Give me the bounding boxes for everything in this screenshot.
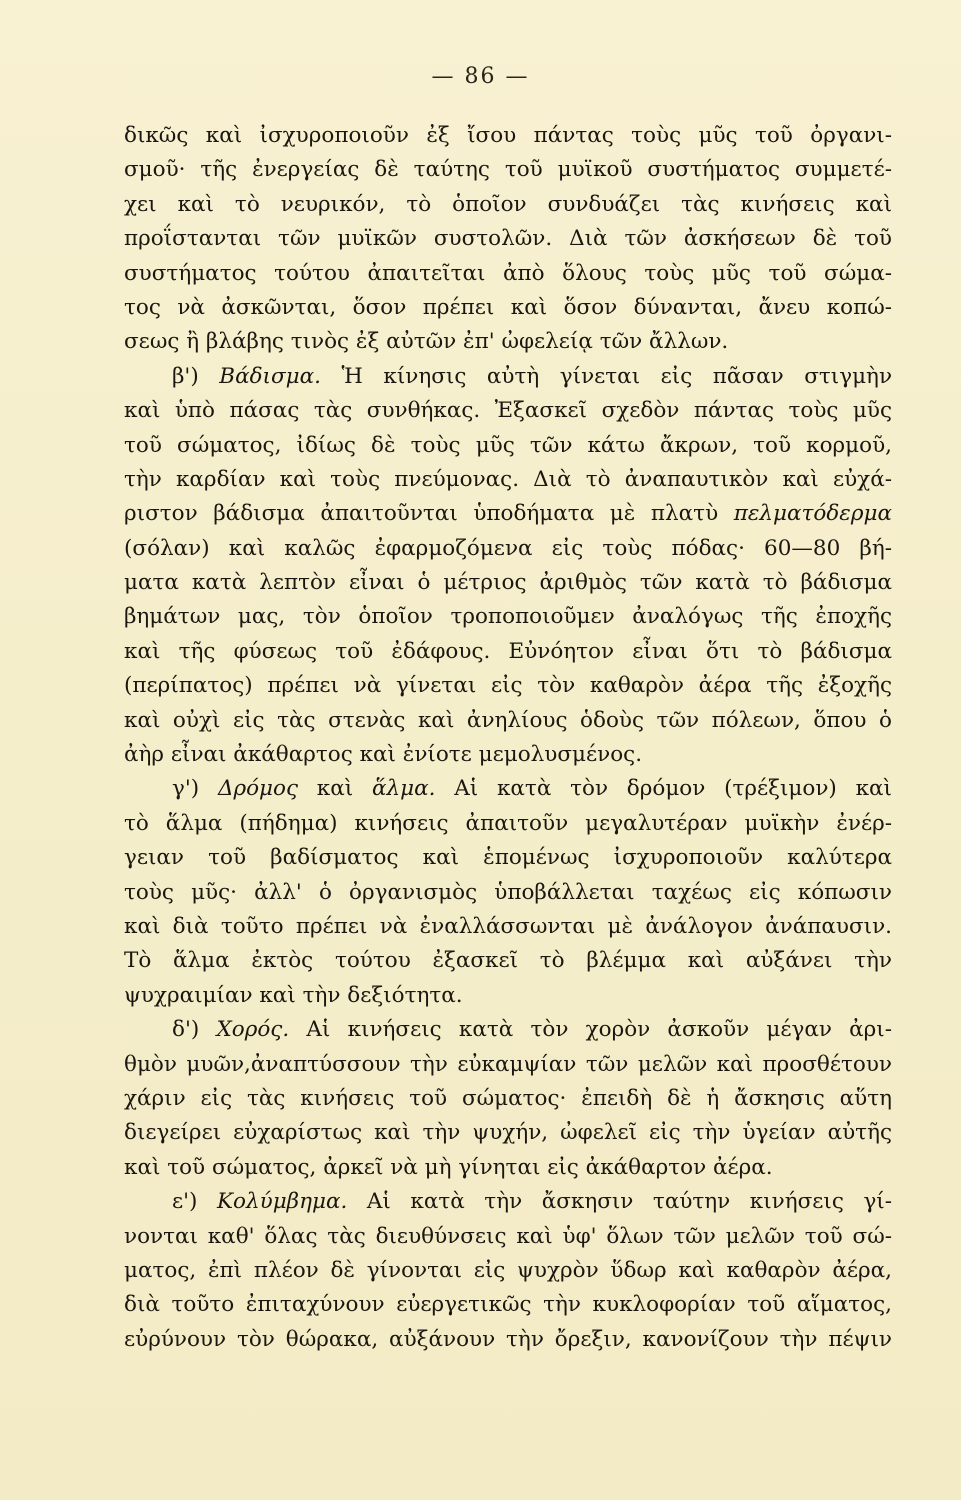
text-line: ψυχραιμίαν καὶ τὴν δεξιότητα.: [124, 982, 463, 1008]
text-line: Τὸ ἅλμα ἐκτὸς τούτου ἐξασκεῖ τὸ βλέμμα καὶ αὐξάνει τὴν: [124, 948, 892, 974]
section-text: Αἱ κατὰ τὴν ἄσκησιν ταύτην κινήσεις γί-: [366, 1189, 892, 1215]
text-line: γειαν τοῦ βαδίσματος καὶ ἑπομένως ἰσχυροποιοῦν καλύτερα: [124, 845, 892, 871]
section-heading: Δρόμος: [217, 776, 299, 802]
section-label: ε'): [172, 1189, 198, 1215]
section-text: Αἱ κινήσεις κατὰ τὸν χορὸν ἀσκοῦν μέγαν ἀρι-: [306, 1017, 892, 1043]
section-text: Ἡ κίνησις αὐτὴ γίνεται εἰς πᾶσαν στιγμὴν: [341, 363, 892, 389]
section-label: β'): [172, 363, 199, 389]
text-line: ἀὴρ εἶναι ἀκάθαρτος καὶ ἐνίοτε μεμολυσμένος.: [124, 742, 643, 768]
text-line: (περίπατος) πρέπει νὰ γίνεται εἰς τὸν καθαρὸν ἀέρα τῆς ἐξοχῆς: [124, 673, 892, 699]
text-line: τος νὰ ἀσκῶνται, ὅσον πρέπει καὶ ὅσον δύνανται, ἄνευ κοπώ-: [124, 294, 892, 320]
section-heading: Κολύμβημα.: [217, 1189, 348, 1215]
text-line: καὶ διὰ τοῦτο πρέπει νὰ ἐναλλάσσωνται μὲ ἀνάλογον ἀνάπαυσιν.: [124, 913, 892, 939]
text-line: τοῦ σώματος, ἰδίως δὲ τοὺς μῦς τῶν κάτω ἄκρων, τοῦ κορμοῦ,: [124, 432, 892, 458]
text-line: βημάτων μας, τὸν ὁποῖον τροποποιοῦμεν ἀναλόγως τῆς ἐποχῆς: [124, 604, 892, 630]
section-heading: Βάδισμα.: [219, 363, 321, 389]
italic-term: πελματόδερμα: [733, 501, 892, 527]
body-text: [124, 119, 892, 1357]
text-line: [124, 497, 892, 531]
text-line: δικῶς καὶ ἰσχυροποιοῦν ἐξ ἴσου πάντας τοὺς μῦς τοῦ ὀργανι-: [124, 123, 892, 148]
text-line: διὰ τοῦτο ἐπιταχύνουν εὐεργετικῶς τὴν κυκλοφορίαν τοῦ αἵματος,: [124, 1292, 892, 1318]
text-line: ματος, ἐπὶ πλέον δὲ γίνονται εἰς ψυχρὸν ὕδωρ καὶ καθαρὸν ἀέρα,: [124, 1257, 892, 1283]
text-line: τὸ ἅλμα (πήδημα) κινήσεις ἀπαιτοῦν μεγαλυτέραν μυϊκὴν ἐνέρ-: [124, 810, 892, 836]
text-line: τὴν καρδίαν καὶ τοὺς πνεύμονας. Διὰ τὸ ἀναπαυτικὸν καὶ εὐχά-: [124, 466, 892, 492]
section-gamma-first-line: [124, 772, 892, 806]
text-line: σμοῦ· τῆς ἐνεργείας δὲ ταύτης τοῦ μυϊκοῦ συστήματος συμμετέ-: [124, 157, 892, 183]
section-heading-2: ἅλμα.: [371, 776, 436, 802]
section-text: Αἱ κατὰ τὸν δρόμον (τρέξιμον) καὶ: [454, 776, 892, 802]
text-line: τοὺς μῦς· ἀλλ' ὁ ὀργανισμὸς ὑποβάλλεται ταχέως εἰς κόπωσιν: [124, 879, 892, 905]
text-line: θμὸν μυῶν,ἀναπτύσσουν τὴν εὐκαμψίαν τῶν μελῶν καὶ προσθέτουν: [124, 1051, 892, 1077]
text-segment: ριστον βάδισμα ἀπαιτοῦνται ὑποδήματα μὲ πλατὺ: [124, 501, 719, 527]
text-line: ματα κατὰ λεπτὸν εἶναι ὁ μέτριος ἀριθμὸς τῶν κατὰ τὸ βάδισμα: [124, 570, 892, 596]
text-line: συστήματος τούτου ἀπαιτεῖται ἀπὸ ὅλους τοὺς μῦς τοῦ σώμα-: [124, 260, 892, 286]
text-line: καὶ ὑπὸ πάσας τὰς συνθήκας. Ἐξασκεῖ σχεδὸν πάντας τοὺς μῦς: [124, 398, 892, 424]
text-line: καὶ τῆς φύσεως τοῦ ἐδάφους. Εὐνόητον εἶναι ὅτι τὸ βάδισμα: [124, 638, 892, 664]
section-epsilon-first-line: [124, 1185, 892, 1219]
text-line: χάριν εἰς τὰς κινήσεις τοῦ σώματος· ἐπειδὴ δὲ ἡ ἄσκησις αὕτη: [124, 1085, 892, 1111]
text-line: (σόλαν) καὶ καλῶς ἐφαρμοζόμενα εἰς τοὺς πόδας· 60—80 βή-: [124, 535, 892, 561]
text-line: νονται καθ' ὅλας τὰς διευθύνσεις καὶ ὑφ' ὅλων τῶν μελῶν τοῦ σώ-: [124, 1223, 892, 1249]
page-number: — 86 —: [431, 64, 530, 89]
text-line: σεως ἢ βλάβης τινὸς ἐξ αὐτῶν ἐπ' ὠφελείᾳ τῶν ἄλλων.: [124, 329, 729, 355]
text-line: εὐρύνουν τὸν θώρακα, αὐξάνουν τὴν ὄρεξιν, κανονίζουν τὴν πέψιν: [124, 1326, 892, 1352]
section-delta-first-line: [124, 1013, 892, 1047]
section-heading: Χορός.: [216, 1017, 290, 1043]
section-joiner: καὶ: [316, 776, 354, 802]
text-line: καὶ οὐχὶ εἰς τὰς στενὰς καὶ ἀνηλίους ὁδοὺς τῶν πόλεων, ὅπου ὁ: [124, 707, 892, 733]
text-line: καὶ τοῦ σώματος, ἀρκεῖ νὰ μὴ γίνηται εἰς ἀκάθαρτον ἀέρα.: [124, 1154, 773, 1180]
text-line: διεγείρει εὐχαρίστως καὶ τὴν ψυχήν, ὠφελεῖ εἰς τὴν ὑγείαν αὐτῆς: [124, 1120, 892, 1146]
text-line: προΐστανται τῶν μυϊκῶν συστολῶν. Διὰ τῶν ἀσκήσεων δὲ τοῦ: [124, 226, 892, 252]
text-line: χει καὶ τὸ νευρικόν, τὸ ὁποῖον συνδυάζει τὰς κινήσεις καὶ: [124, 191, 892, 217]
section-label: δ'): [172, 1017, 200, 1043]
section-beta-first-line: [124, 360, 892, 394]
section-label: γ'): [172, 776, 200, 802]
